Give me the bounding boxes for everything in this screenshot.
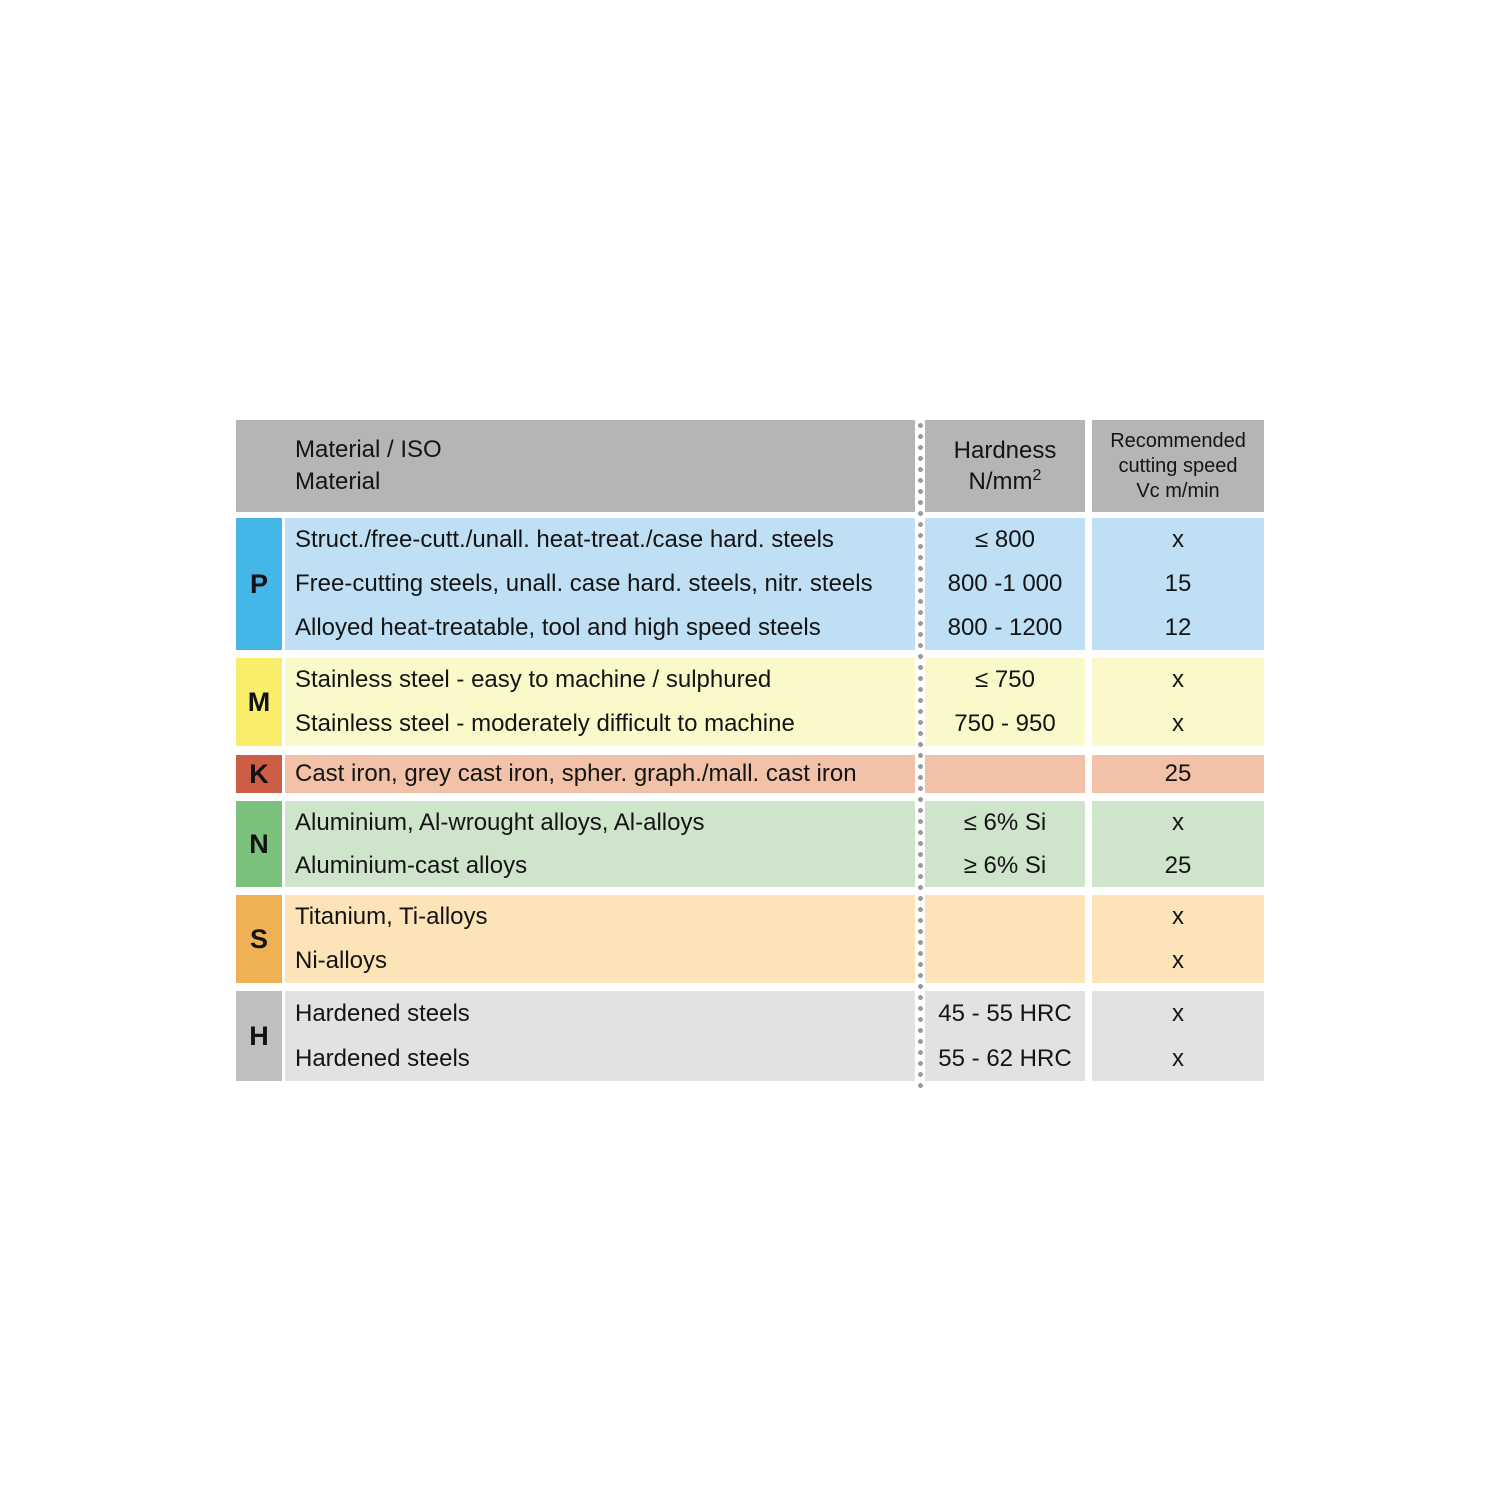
hardness-cell: ≤ 800 bbox=[925, 518, 1085, 562]
speed-cell: x bbox=[1092, 702, 1264, 746]
dotted-gap bbox=[915, 702, 925, 746]
column-gap bbox=[1085, 518, 1092, 562]
iso-letter-h: H bbox=[236, 991, 282, 1081]
speed-cell: 12 bbox=[1092, 606, 1264, 650]
iso-letter-m: M bbox=[236, 658, 282, 746]
table-row bbox=[285, 658, 1264, 702]
column-gap bbox=[1085, 1036, 1092, 1081]
hardness-cell: ≥ 6% Si bbox=[925, 844, 1085, 887]
section-gap bbox=[236, 887, 1264, 895]
speed-cell: 25 bbox=[1092, 844, 1264, 887]
dotted-gap bbox=[915, 1036, 925, 1081]
material-cell: Titanium, Ti-alloys bbox=[285, 895, 915, 939]
group-rows bbox=[285, 518, 1264, 650]
speed-cell: 15 bbox=[1092, 562, 1264, 606]
group-rows bbox=[285, 755, 1264, 793]
header-cutting-speed bbox=[1092, 420, 1264, 512]
section-gap bbox=[236, 746, 1264, 755]
speed-cell: x bbox=[1092, 991, 1264, 1036]
material-cell: Stainless steel - easy to machine / sulphured bbox=[285, 658, 915, 702]
material-cell: Stainless steel - moderately difficult to machine bbox=[285, 702, 915, 746]
table-row bbox=[285, 801, 1264, 844]
column-gap bbox=[1085, 895, 1092, 939]
hardness-cell bbox=[925, 895, 1085, 939]
section-gap bbox=[236, 793, 1264, 801]
column-gap bbox=[1085, 562, 1092, 606]
dotted-gap bbox=[915, 939, 925, 983]
header-material bbox=[236, 420, 915, 512]
group-rows bbox=[285, 895, 1264, 983]
iso-letter-n: N bbox=[236, 801, 282, 887]
speed-cell: x bbox=[1092, 1036, 1264, 1081]
dotted-gap bbox=[915, 991, 925, 1036]
material-group-p bbox=[236, 518, 1264, 650]
column-gap bbox=[1085, 755, 1092, 793]
column-gap bbox=[1085, 801, 1092, 844]
material-cell: Cast iron, grey cast iron, spher. graph./mall. cast iron bbox=[285, 755, 915, 793]
iso-letter-k: K bbox=[236, 755, 282, 793]
header-material-line2: Material bbox=[295, 468, 381, 495]
dotted-gap bbox=[915, 606, 925, 650]
column-gap bbox=[1085, 991, 1092, 1036]
material-group-n bbox=[236, 801, 1264, 887]
table-row bbox=[285, 702, 1264, 746]
header-hardness-line1: Hardness bbox=[953, 437, 1057, 464]
table-row bbox=[285, 939, 1264, 983]
material-group-m bbox=[236, 658, 1264, 746]
speed-cell: 25 bbox=[1092, 755, 1264, 793]
table-row bbox=[285, 991, 1264, 1036]
hardness-cell: 45 - 55 HRC bbox=[925, 991, 1085, 1036]
section-gap bbox=[236, 650, 1264, 658]
material-group-k bbox=[236, 755, 1264, 793]
header-dotted-gap bbox=[915, 420, 925, 512]
header-speed-line2: cutting speed bbox=[1118, 454, 1238, 477]
dotted-gap bbox=[915, 801, 925, 844]
dotted-gap bbox=[915, 844, 925, 887]
hardness-cell: 55 - 62 HRC bbox=[925, 1036, 1085, 1081]
table-row bbox=[285, 844, 1264, 887]
dotted-gap bbox=[915, 518, 925, 562]
material-cell: Aluminium, Al-wrought alloys, Al-alloys bbox=[285, 801, 915, 844]
material-iso-table bbox=[236, 420, 1264, 1081]
speed-cell: x bbox=[1092, 658, 1264, 702]
table-row bbox=[285, 518, 1264, 562]
material-cell: Ni-alloys bbox=[285, 939, 915, 983]
dotted-gap bbox=[915, 658, 925, 702]
table-header-row bbox=[236, 420, 1264, 512]
section-gap bbox=[236, 983, 1264, 991]
hardness-cell: ≤ 6% Si bbox=[925, 801, 1085, 844]
column-gap bbox=[1085, 844, 1092, 887]
hardness-cell: 800 -1 000 bbox=[925, 562, 1085, 606]
iso-letter-s: S bbox=[236, 895, 282, 983]
table-row bbox=[285, 755, 1264, 793]
material-cell: Struct./free-cutt./unall. heat-treat./case hard. steels bbox=[285, 518, 915, 562]
hardness-cell: 800 - 1200 bbox=[925, 606, 1085, 650]
dotted-gap bbox=[915, 755, 925, 793]
material-cell: Free-cutting steels, unall. case hard. steels, nitr. steels bbox=[285, 562, 915, 606]
speed-cell: x bbox=[1092, 518, 1264, 562]
dotted-gap bbox=[915, 895, 925, 939]
speed-cell: x bbox=[1092, 939, 1264, 983]
group-rows bbox=[285, 658, 1264, 746]
header-hardness-line2: $N/mm^2$ bbox=[968, 467, 1042, 495]
material-cell: Alloyed heat-treatable, tool and high speed steels bbox=[285, 606, 915, 650]
group-rows bbox=[285, 991, 1264, 1081]
column-gap bbox=[1085, 939, 1092, 983]
material-group-s bbox=[236, 895, 1264, 983]
hardness-cell bbox=[925, 939, 1085, 983]
speed-cell: x bbox=[1092, 801, 1264, 844]
hardness-cell: 750 - 950 bbox=[925, 702, 1085, 746]
material-cell: Hardened steels bbox=[285, 991, 915, 1036]
group-rows bbox=[285, 801, 1264, 887]
table-row bbox=[285, 895, 1264, 939]
column-gap bbox=[1085, 658, 1092, 702]
header-column-gap bbox=[1085, 420, 1092, 512]
header-material-line1: Material / ISO bbox=[295, 436, 442, 463]
hardness-cell bbox=[925, 755, 1085, 793]
iso-letter-p: P bbox=[236, 518, 282, 650]
material-cell: Aluminium-cast alloys bbox=[285, 844, 915, 887]
table-row bbox=[285, 606, 1264, 650]
material-cell: Hardened steels bbox=[285, 1036, 915, 1081]
header-speed-line3: Vc m/min bbox=[1136, 479, 1220, 502]
material-group-h bbox=[236, 991, 1264, 1081]
column-gap bbox=[1085, 606, 1092, 650]
header-hardness bbox=[925, 420, 1085, 512]
table-row bbox=[285, 562, 1264, 606]
table-row bbox=[285, 1036, 1264, 1081]
dotted-gap bbox=[915, 562, 925, 606]
hardness-cell: ≤ 750 bbox=[925, 658, 1085, 702]
speed-cell: x bbox=[1092, 895, 1264, 939]
column-gap bbox=[1085, 702, 1092, 746]
header-speed-line1: Recommended bbox=[1110, 429, 1246, 452]
